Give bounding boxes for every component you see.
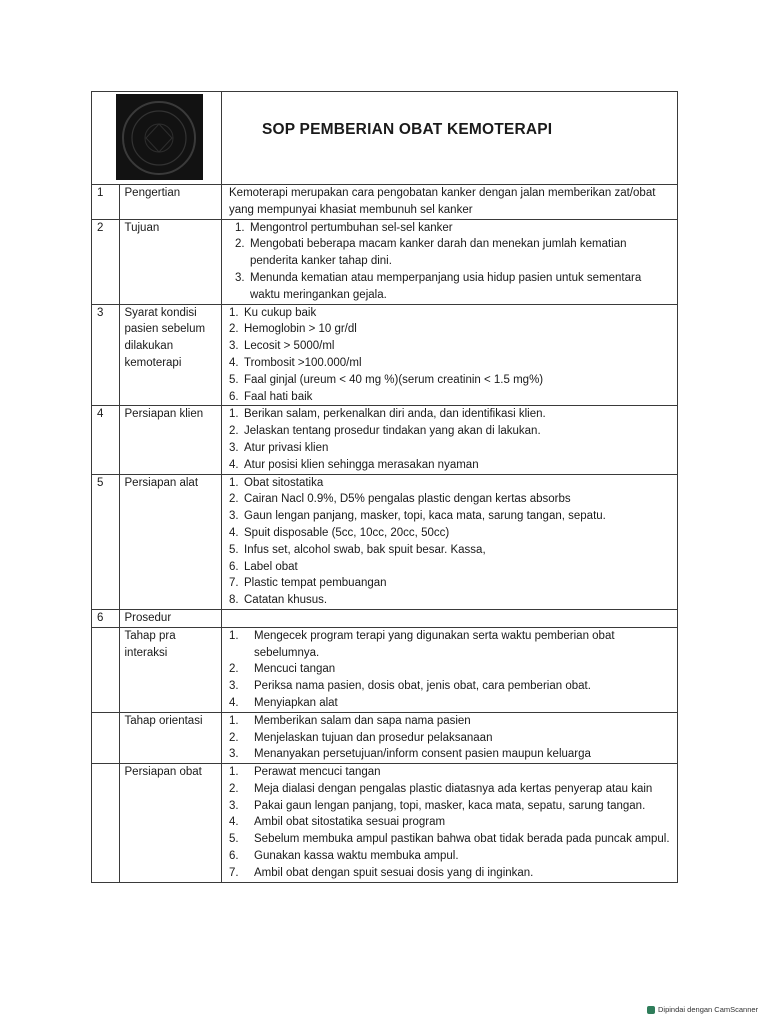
list-item <box>229 575 672 592</box>
table-row <box>92 406 678 474</box>
item-number: 5. <box>229 833 239 846</box>
list-item <box>229 559 672 576</box>
row-label: Prosedur <box>119 609 222 627</box>
item-text: Jelaskan tentang prosedur tindakan yang akan di lakukan. <box>244 425 541 438</box>
item-text: Menyiapkan alat <box>254 696 338 709</box>
list-item <box>229 321 672 338</box>
list-item <box>229 678 672 695</box>
item-text: Meja dialasi dengan pengalas plastic diatasnya ada kertas penyerap atau kain <box>254 782 653 795</box>
item-number: 4. <box>229 816 239 829</box>
row-number: 6 <box>92 609 120 627</box>
item-number: 3. <box>229 680 239 693</box>
item-number: 2. <box>229 323 239 336</box>
list-item <box>229 798 672 815</box>
item-number: 3. <box>229 340 239 353</box>
item-text: Berikan salam, perkenalkan diri anda, dan identifikasi klien. <box>244 408 546 421</box>
numbered-list <box>229 406 672 473</box>
item-text: Memberikan salam dan sapa nama pasien <box>254 714 471 727</box>
procedure-steps <box>222 712 678 763</box>
list-item <box>229 508 672 525</box>
item-number: 7. <box>229 577 239 590</box>
item-number: 5. <box>229 373 239 386</box>
item-number: 2. <box>229 782 239 795</box>
item-text: Menanyakan persetujuan/inform consent pasien maupun keluarga <box>254 748 591 761</box>
table-row <box>92 219 678 304</box>
list-item <box>229 372 672 389</box>
item-text: Atur posisi klien sehingga merasakan nyaman <box>244 458 479 471</box>
table-row <box>92 609 678 627</box>
item-text: Gunakan kassa waktu membuka ampul. <box>254 850 459 863</box>
item-text: Hemoglobin > 10 gr/dl <box>244 323 357 336</box>
page-title: SOP PEMBERIAN OBAT KEMOTERAPI <box>222 92 678 185</box>
list-item <box>229 475 672 492</box>
item-text: Menunda kematian atau memperpanjang usia hidup pasien untuk sementara waktu meringankan gejala. <box>250 271 642 301</box>
item-text: Cairan Nacl 0.9%, D5% pengalas plastic dengan kertas absorbs <box>244 493 571 506</box>
item-number: 1. <box>229 714 239 727</box>
item-text: Periksa nama pasien, dosis obat, jenis obat, cara pemberian obat. <box>254 680 591 693</box>
watermark-text: Dipindai dengan CamScanner <box>658 1005 759 1014</box>
row-number: 5 <box>92 474 120 609</box>
procedure-stage-label: Persiapan obat <box>119 764 222 883</box>
item-number: 4. <box>229 526 239 539</box>
list-item <box>229 831 672 848</box>
item-number: 6. <box>229 390 239 403</box>
item-text: Faal ginjal (ureum < 40 mg %)(serum creatinin < 1.5 mg%) <box>244 373 544 386</box>
item-number: 8. <box>229 594 239 607</box>
item-number: 3. <box>229 510 239 523</box>
row-number <box>92 627 120 712</box>
row-label: Persiapan alat <box>119 474 222 609</box>
list-item <box>229 592 672 609</box>
camscanner-icon <box>647 1006 655 1014</box>
logo-cell <box>119 92 222 185</box>
item-text: Label obat <box>244 560 298 573</box>
item-number: 3. <box>229 799 239 812</box>
list-item <box>229 525 672 542</box>
item-number: 2. <box>235 238 245 251</box>
table-row <box>92 304 678 406</box>
list-item <box>229 440 672 457</box>
item-text: Gaun lengan panjang, masker, topi, kaca mata, sarung tangan, sepatu. <box>244 510 606 523</box>
row-label: Pengertian <box>119 185 222 220</box>
procedure-stage-label: Tahap pra interaksi <box>119 627 222 712</box>
list-item <box>229 713 672 730</box>
item-number: 4. <box>229 458 239 471</box>
item-number: 2. <box>229 731 239 744</box>
procedure-row <box>92 764 678 883</box>
list-item <box>229 848 672 865</box>
sop-table <box>91 91 678 883</box>
row-label: Syarat kondisi pasien sebelum dilakukan kemoterapi <box>119 304 222 406</box>
list-item <box>229 389 672 406</box>
numbered-list <box>229 713 672 763</box>
procedure-steps <box>222 627 678 712</box>
numbered-list <box>229 764 672 882</box>
row-content <box>222 609 678 627</box>
row-content <box>222 474 678 609</box>
item-number: 4. <box>229 696 239 709</box>
list-item <box>229 270 672 304</box>
item-number: 2. <box>229 493 239 506</box>
item-number: 5. <box>229 543 239 556</box>
list-item <box>229 220 672 237</box>
item-number: 7. <box>229 866 239 879</box>
table-row <box>92 474 678 609</box>
procedure-steps <box>222 764 678 883</box>
row-number: 2 <box>92 219 120 304</box>
row-label: Persiapan klien <box>119 406 222 474</box>
list-item <box>229 746 672 763</box>
item-number: 3. <box>229 441 239 454</box>
item-text: Faal hati baik <box>244 390 313 403</box>
list-item <box>229 406 672 423</box>
procedure-row <box>92 712 678 763</box>
item-number: 1. <box>229 766 239 779</box>
item-text: Trombosit >100.000/ml <box>244 356 362 369</box>
item-number: 1. <box>229 306 239 319</box>
item-text: Mengecek program terapi yang digunakan serta waktu pemberian obat sebelumnya. <box>254 629 615 659</box>
row-number: 3 <box>92 304 120 406</box>
row-content: Kemoterapi merupakan cara pengobatan kanker dengan jalan memberikan zat/obat yang mempunyai khasiat membunuh sel kanker <box>222 185 678 220</box>
item-number: 1. <box>235 221 245 234</box>
list-item <box>229 814 672 831</box>
item-number: 6. <box>229 560 239 573</box>
item-number: 1. <box>229 476 239 489</box>
item-text: Mencuci tangan <box>254 663 336 676</box>
list-item <box>229 865 672 882</box>
item-text: Mengobati beberapa macam kanker darah dan menekan jumlah kematian penderita kanker tahap dini. <box>250 238 627 268</box>
header-row <box>92 92 678 185</box>
item-text: Plastic tempat pembuangan <box>244 577 387 590</box>
numbered-list <box>229 305 672 406</box>
list-item <box>229 305 672 322</box>
item-text: Atur privasi klien <box>244 441 329 454</box>
item-number: 2. <box>229 425 239 438</box>
institution-seal-logo <box>116 94 203 180</box>
item-text: Sebelum membuka ampul pastikan bahwa obat tidak berada pada puncak ampul. <box>254 833 670 846</box>
item-text: Spuit disposable (5cc, 10cc, 20cc, 50cc) <box>244 526 450 539</box>
item-text: Mengontrol pertumbuhan sel-sel kanker <box>250 221 453 234</box>
list-item <box>229 661 672 678</box>
row-content <box>222 304 678 406</box>
item-text: Menjelaskan tujuan dan prosedur pelaksanaan <box>254 731 493 744</box>
item-number: 3. <box>229 748 239 761</box>
numbered-list <box>229 628 672 712</box>
list-item <box>229 457 672 474</box>
procedure-row <box>92 627 678 712</box>
row-number: 4 <box>92 406 120 474</box>
item-number: 6. <box>229 850 239 863</box>
procedure-stage-label: Tahap orientasi <box>119 712 222 763</box>
list-item <box>229 423 672 440</box>
item-number: 1. <box>229 408 239 421</box>
row-content <box>222 406 678 474</box>
list-item <box>229 628 672 662</box>
scanner-watermark <box>647 1005 758 1014</box>
list-item <box>229 491 672 508</box>
list-item <box>229 695 672 712</box>
list-item <box>229 781 672 798</box>
item-text: Pakai gaun lengan panjang, topi, masker, kaca mata, sepatu, sarung tangan. <box>254 799 646 812</box>
numbered-list <box>229 475 672 609</box>
item-text: Perawat mencuci tangan <box>254 766 381 779</box>
list-item <box>229 355 672 372</box>
row-number <box>92 764 120 883</box>
seal-icon <box>116 94 203 180</box>
item-number: 4. <box>229 356 239 369</box>
row-number: 1 <box>92 185 120 220</box>
table-row <box>92 185 678 220</box>
numbered-list <box>229 220 672 304</box>
item-number: 2. <box>229 663 239 676</box>
item-text: Obat sitostatika <box>244 476 324 489</box>
item-text: Ku cukup baik <box>244 306 317 319</box>
item-text: Ambil obat dengan spuit sesuai dosis yang di inginkan. <box>254 866 534 879</box>
row-label: Tujuan <box>119 219 222 304</box>
list-item <box>229 542 672 559</box>
item-text: Ambil obat sitostatika sesuai program <box>254 816 446 829</box>
row-content <box>222 219 678 304</box>
list-item <box>229 730 672 747</box>
row-number <box>92 712 120 763</box>
list-item <box>229 338 672 355</box>
item-text: Infus set, alcohol swab, bak spuit besar. Kassa, <box>244 543 486 556</box>
item-number: 3. <box>235 271 245 284</box>
list-item <box>229 764 672 781</box>
item-text: Lecosit > 5000/ml <box>244 340 335 353</box>
item-text: Catatan khusus. <box>244 594 328 607</box>
list-item <box>229 236 672 270</box>
item-number: 1. <box>229 629 239 642</box>
